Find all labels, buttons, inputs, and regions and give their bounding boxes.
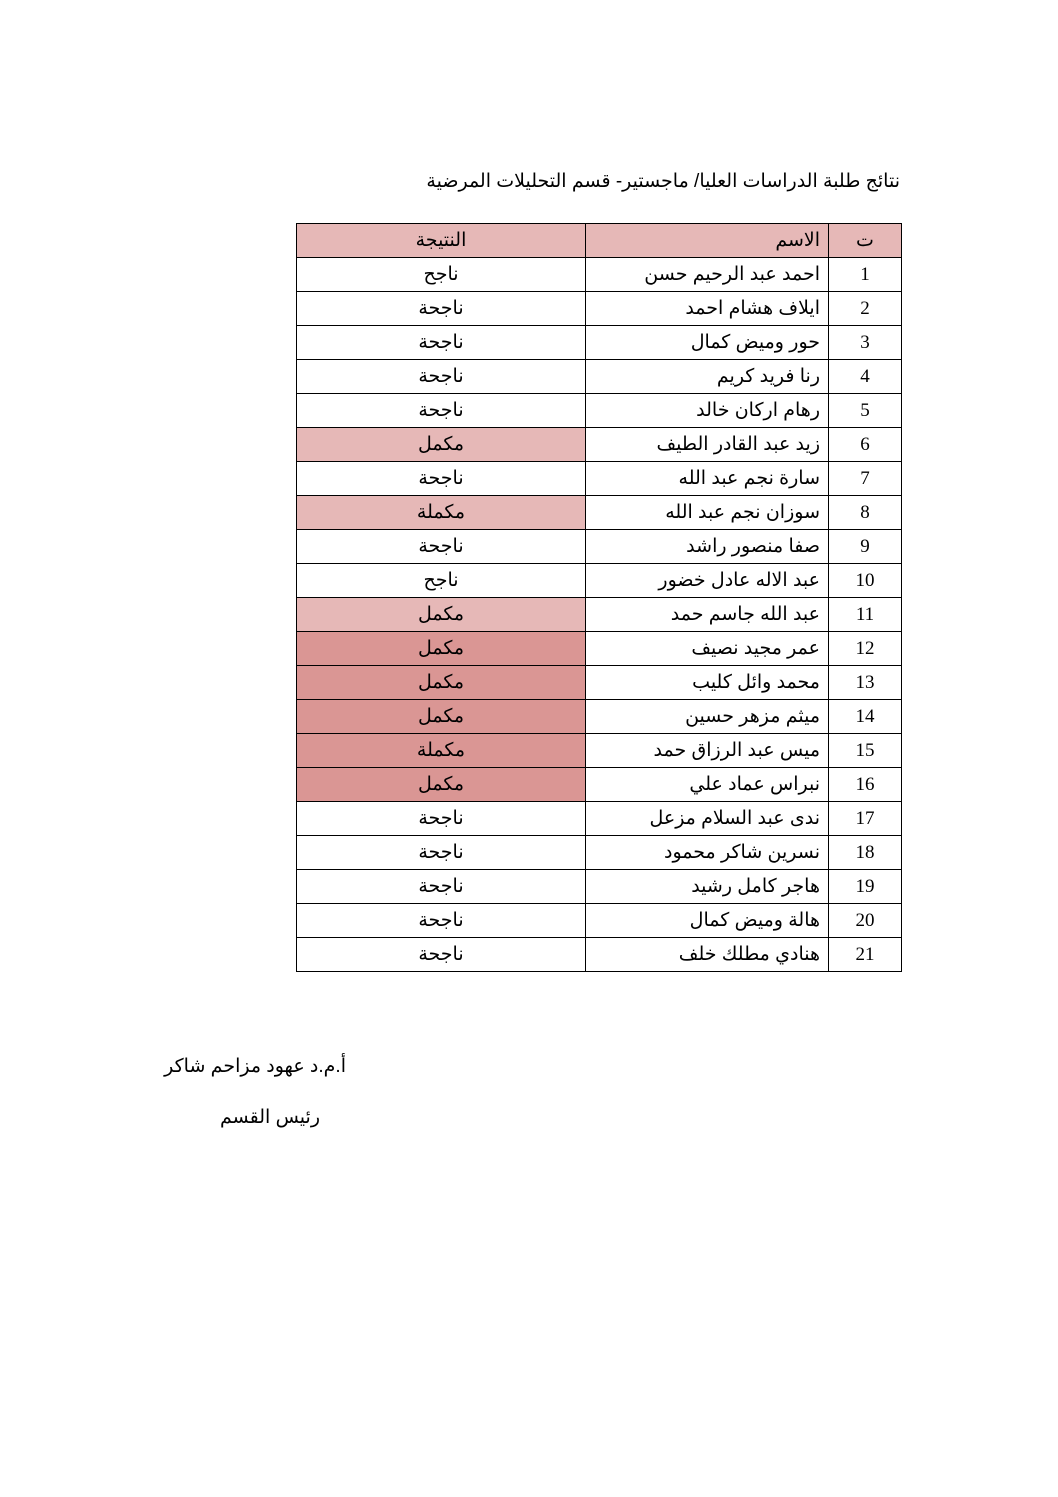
table-row — [297, 632, 902, 666]
table-row — [297, 360, 902, 394]
student-name: ميس عبد الرزاق حمد — [586, 734, 829, 768]
student-result: ناجح — [297, 564, 586, 598]
header-result: النتيجة — [297, 224, 586, 258]
row-number: 15 — [829, 734, 902, 768]
student-name: رنا فريد كريم — [586, 360, 829, 394]
student-result: ناجح — [297, 258, 586, 292]
student-name: هنادي مطلك خلف — [586, 938, 829, 972]
row-number: 9 — [829, 530, 902, 564]
table-row — [297, 938, 902, 972]
row-number: 1 — [829, 258, 902, 292]
results-table — [296, 223, 902, 972]
table-row — [297, 666, 902, 700]
row-number: 19 — [829, 870, 902, 904]
student-name: هاجر كامل رشيد — [586, 870, 829, 904]
table-row — [297, 734, 902, 768]
student-result: مكملة — [297, 496, 586, 530]
student-name: احمد عبد الرحيم حسن — [586, 258, 829, 292]
row-number: 4 — [829, 360, 902, 394]
table-row — [297, 904, 902, 938]
page-title: نتائج طلبة الدراسات العليا/ ماجستير- قسم التحليلات المرضية — [426, 171, 900, 192]
student-name: سارة نجم عبد الله — [586, 462, 829, 496]
row-number: 17 — [829, 802, 902, 836]
row-number: 10 — [829, 564, 902, 598]
student-result: مكملة — [297, 734, 586, 768]
student-result: ناجحة — [297, 802, 586, 836]
student-result: ناجحة — [297, 462, 586, 496]
student-result: مكمل — [297, 768, 586, 802]
student-result: ناجحة — [297, 904, 586, 938]
student-result: مكمل — [297, 666, 586, 700]
table-row — [297, 870, 902, 904]
row-number: 14 — [829, 700, 902, 734]
student-result: ناجحة — [297, 394, 586, 428]
row-number: 12 — [829, 632, 902, 666]
row-number: 13 — [829, 666, 902, 700]
student-name: عمر مجيد نصيف — [586, 632, 829, 666]
table-row — [297, 530, 902, 564]
table-row — [297, 802, 902, 836]
student-result: مكمل — [297, 632, 586, 666]
row-number: 20 — [829, 904, 902, 938]
student-name: ندى عبد السلام مزعل — [586, 802, 829, 836]
table-row — [297, 700, 902, 734]
table-row — [297, 428, 902, 462]
student-result: ناجحة — [297, 530, 586, 564]
table-row — [297, 394, 902, 428]
row-number: 11 — [829, 598, 902, 632]
table-row — [297, 836, 902, 870]
student-name: سوزان نجم عبد الله — [586, 496, 829, 530]
row-number: 3 — [829, 326, 902, 360]
signature-name: أ.م.د عهود مزاحم شاكر — [164, 1056, 346, 1077]
row-number: 7 — [829, 462, 902, 496]
row-number: 5 — [829, 394, 902, 428]
student-result: ناجحة — [297, 938, 586, 972]
table-row — [297, 326, 902, 360]
table-row — [297, 496, 902, 530]
student-name: رهام اركان خالد — [586, 394, 829, 428]
signature-role: رئيس القسم — [220, 1107, 320, 1128]
table-row — [297, 462, 902, 496]
table-header-row — [297, 224, 902, 258]
student-result: ناجحة — [297, 326, 586, 360]
student-name: نسرين شاكر محمود — [586, 836, 829, 870]
student-name: هالة وميض كمال — [586, 904, 829, 938]
student-result: مكمل — [297, 428, 586, 462]
header-name: الاسم — [586, 224, 829, 258]
student-name: حور وميض كمال — [586, 326, 829, 360]
student-name: صفا منصور راشد — [586, 530, 829, 564]
row-number: 16 — [829, 768, 902, 802]
student-name: ميثم مزهر حسين — [586, 700, 829, 734]
student-name: نبراس عماد علي — [586, 768, 829, 802]
table-row — [297, 564, 902, 598]
student-result: ناجحة — [297, 360, 586, 394]
table-row — [297, 258, 902, 292]
row-number: 6 — [829, 428, 902, 462]
student-name: ايلاف هشام احمد — [586, 292, 829, 326]
row-number: 2 — [829, 292, 902, 326]
table-body — [297, 258, 902, 972]
student-result: ناجحة — [297, 292, 586, 326]
header-num: ت — [829, 224, 902, 258]
student-result: ناجحة — [297, 870, 586, 904]
student-name: عبد الله جاسم حمد — [586, 598, 829, 632]
student-name: محمد وائل كليب — [586, 666, 829, 700]
student-name: زيد عبد القادر الطيف — [586, 428, 829, 462]
table-row — [297, 768, 902, 802]
student-name: عبد الاله عادل خضور — [586, 564, 829, 598]
table-row — [297, 292, 902, 326]
row-number: 8 — [829, 496, 902, 530]
student-result: مكمل — [297, 598, 586, 632]
row-number: 21 — [829, 938, 902, 972]
student-result: ناجحة — [297, 836, 586, 870]
row-number: 18 — [829, 836, 902, 870]
student-result: مكمل — [297, 700, 586, 734]
table-row — [297, 598, 902, 632]
